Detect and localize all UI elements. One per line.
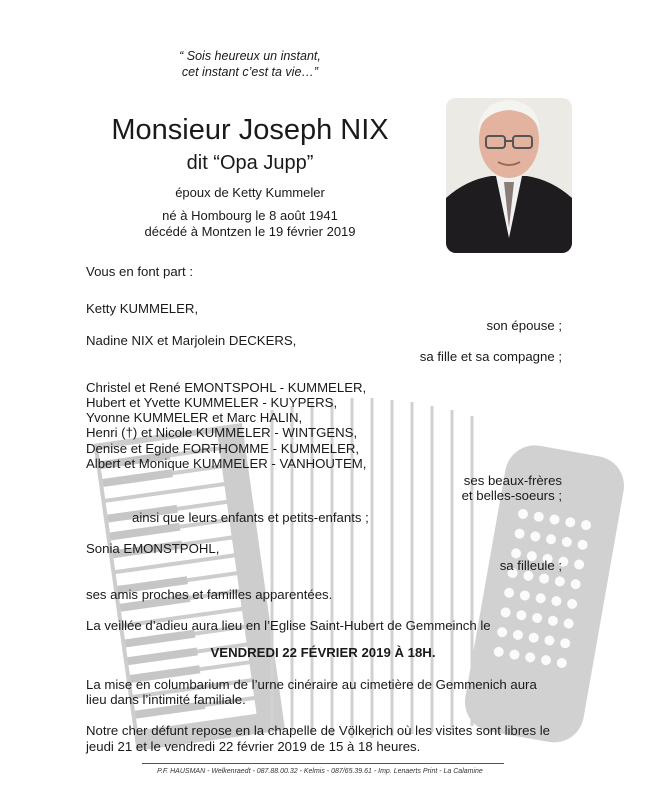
footer-divider xyxy=(142,763,504,764)
in-law-3: Yvonne KUMMELER et Marc HALIN, xyxy=(86,410,303,425)
in-law-1: Christel et René EMONTSPOHL - KUMMELER, xyxy=(86,380,367,395)
deceased-died: décédé à Montzen le 19 février 2019 xyxy=(144,224,356,239)
deceased-nickname: dit “Opa Jupp” xyxy=(186,152,314,174)
announce-text: Vous en font part : xyxy=(86,264,194,279)
deceased-name: Monsieur Joseph NIX xyxy=(111,114,389,146)
rest-line-2: jeudi 21 et le vendredi 22 février 2019 de 15 à 18 heures. xyxy=(86,739,421,754)
family-daughter-role: sa fille et sa compagne ; xyxy=(419,349,562,364)
in-law-4: Henri (†) et Nicole KUMMELER - WINTGENS, xyxy=(86,425,358,440)
deceased-spouse: époux de Ketty Kummeler xyxy=(175,185,325,200)
in-law-6: Albert et Monique KUMMELER - VANHOUTEM, xyxy=(86,456,367,471)
portrait-photo xyxy=(446,98,572,253)
deceased-born: né à Hombourg le 8 août 1941 xyxy=(162,208,338,223)
family-daughter: Nadine NIX et Marjolein DECKERS, xyxy=(86,333,297,348)
in-laws-role-2: et belles-soeurs ; xyxy=(461,488,562,503)
family-goddaughter-role: sa filleule ; xyxy=(499,558,562,573)
children-line: ainsi que leurs enfants et petits-enfants ; xyxy=(132,510,369,525)
friends-line: ses amis proches et familles apparentées. xyxy=(86,587,333,602)
rest-line-1: Notre cher défunt repose en la chapelle de Völkerich où les visites sont libres le xyxy=(86,723,551,738)
vigil-line: La veillée d’adieu aura lieu en l’Eglise Saint-Hubert de Gemmeinch le xyxy=(86,618,491,633)
family-wife: Ketty KUMMELER, xyxy=(86,301,199,316)
in-law-2: Hubert et Yvette KUMMELER - KUYPERS, xyxy=(86,395,338,410)
in-laws-role-1: ses beaux-frères xyxy=(463,473,562,488)
columbarium-line-2: lieu dans l’intimité familiale. xyxy=(86,692,246,707)
family-goddaughter: Sonia EMONSTPOHL, xyxy=(86,541,220,556)
footer-credits: P.F. HAUSMAN - Welkenraedt - 087.88.00.32 - Kelmis - 087/65.39.61 - Imp. Lenaerts Print - La Calamine xyxy=(157,768,483,775)
columbarium-line-1: La mise en columbarium de l’urne cinéraire au cimetière de Gemmenich aura xyxy=(86,677,537,692)
in-law-5: Denise et Egide FORTHOMME - KUMMELER, xyxy=(86,441,360,456)
vigil-date: VENDREDI 22 FÉVRIER 2019 À 18H. xyxy=(210,645,436,660)
quote-line-2: cet instant c’est ta vie…” xyxy=(181,65,319,79)
quote-line-1: “ Sois heureux un instant, xyxy=(179,49,321,63)
family-wife-role: son épouse ; xyxy=(486,318,562,333)
